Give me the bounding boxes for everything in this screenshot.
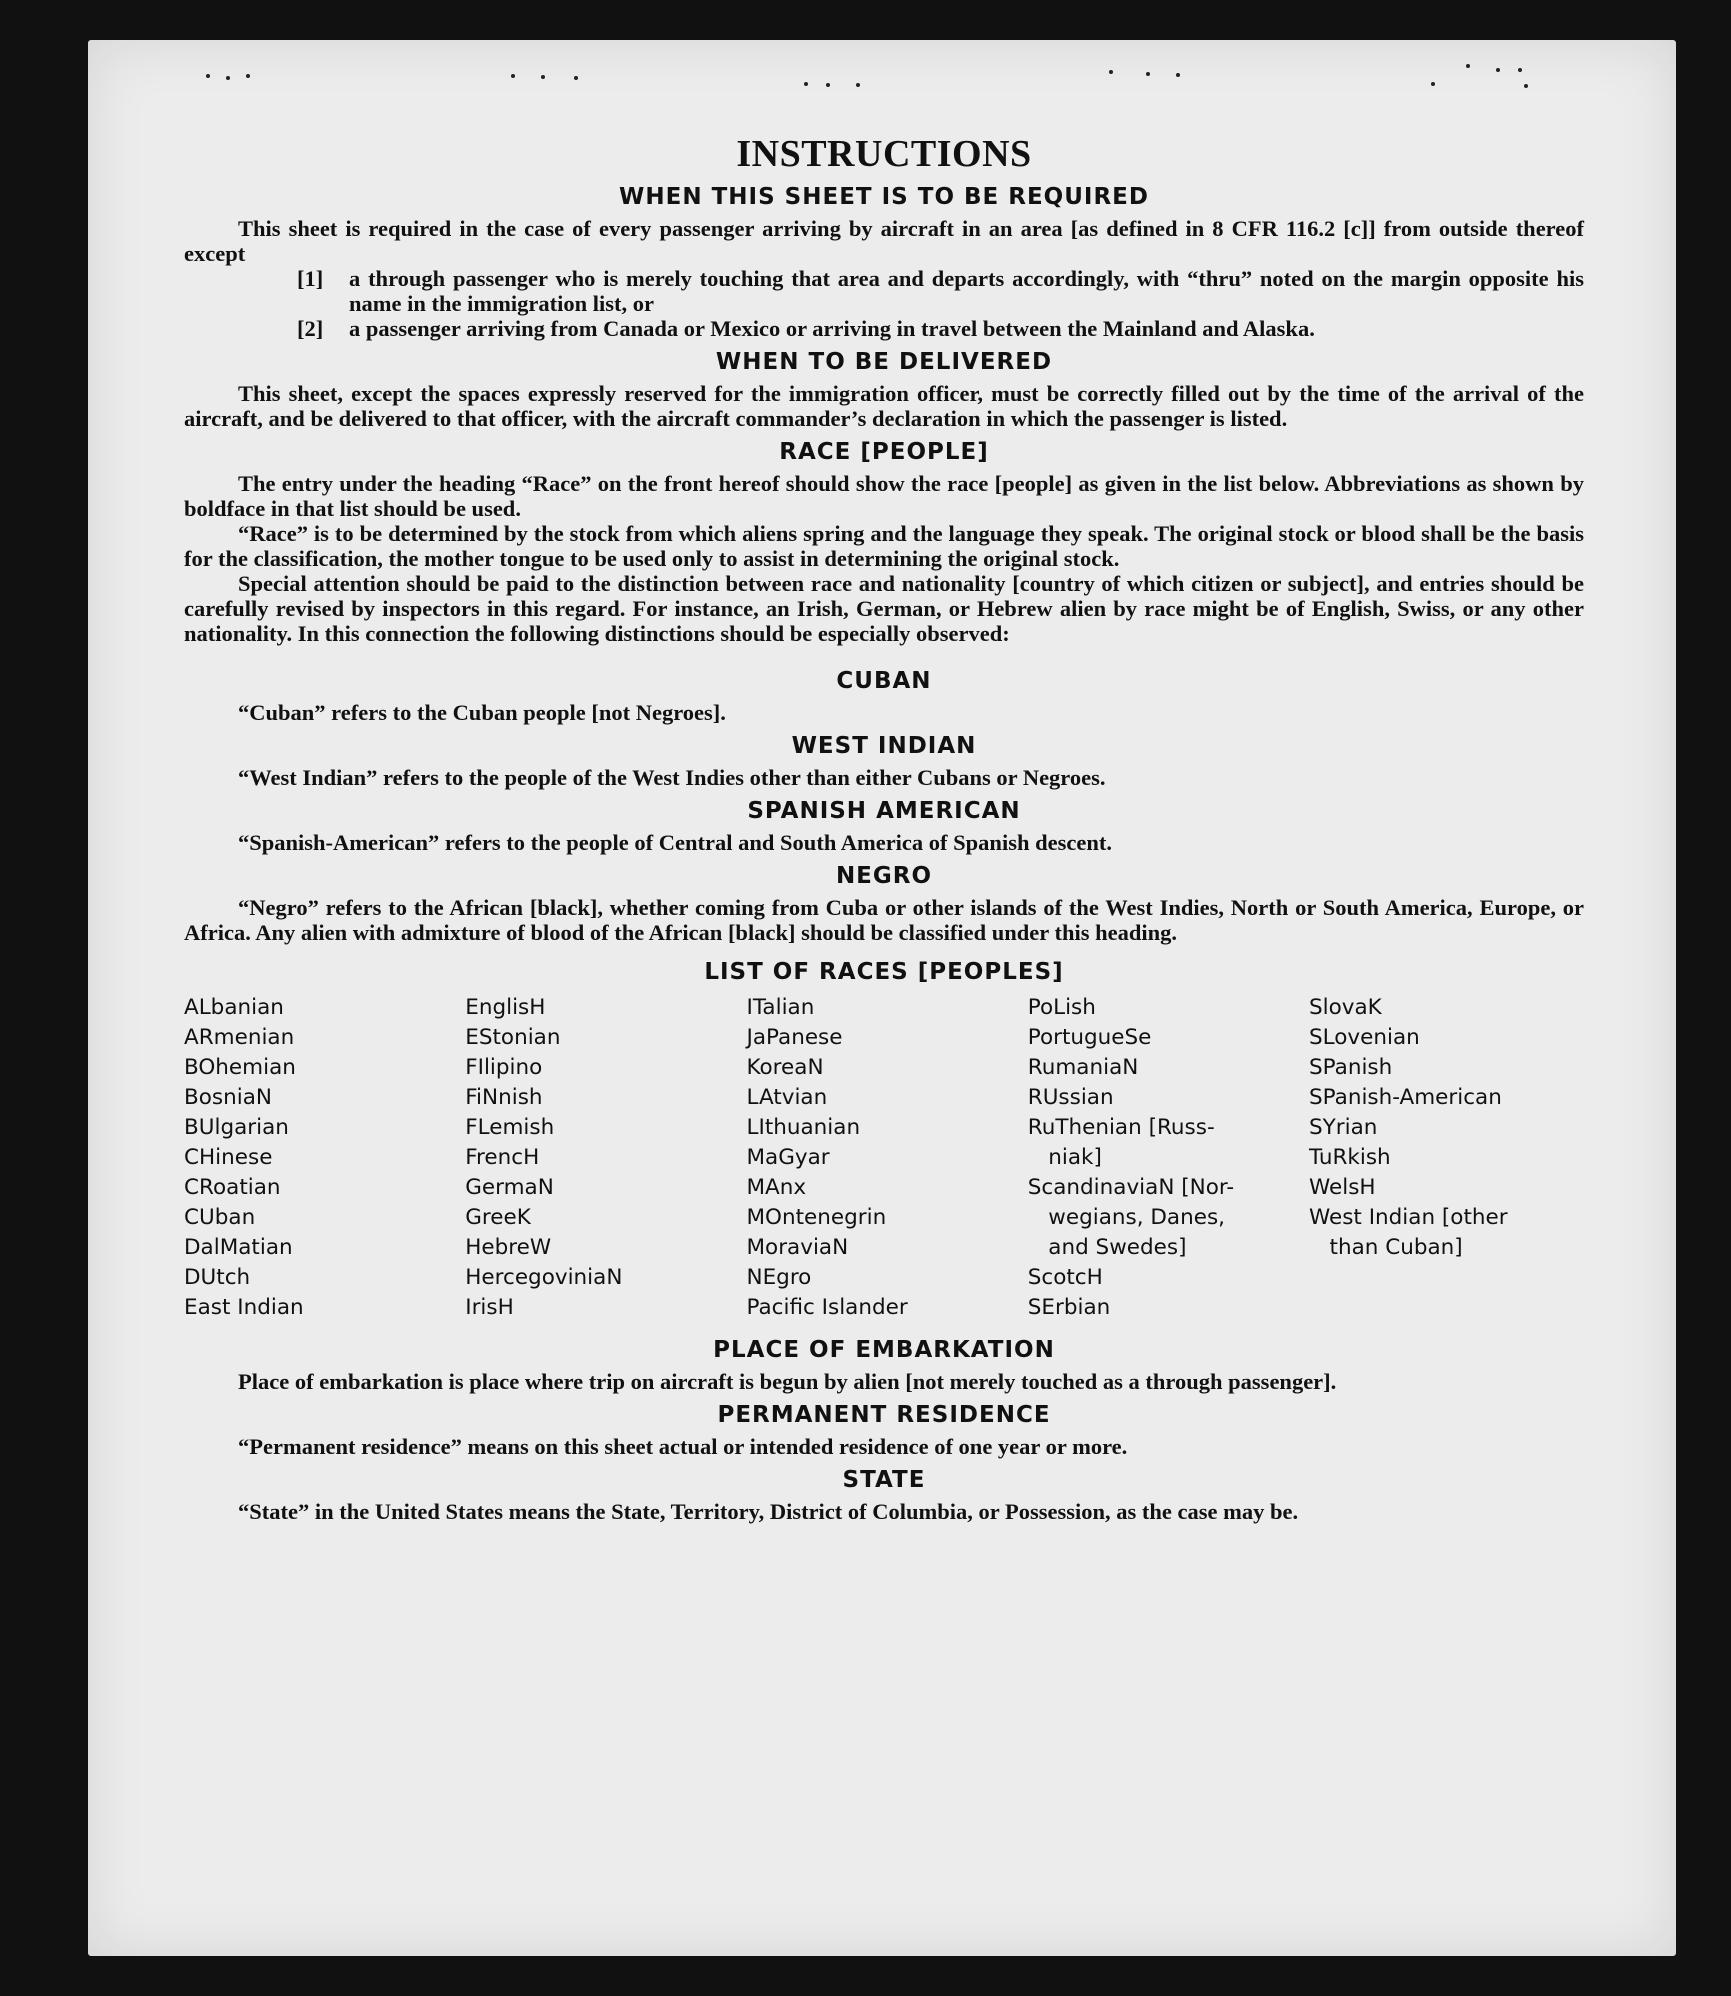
race-entry: EStonian [465, 1025, 561, 1050]
race-entry: DUtch [184, 1265, 251, 1290]
race-entry: SPanish [1309, 1055, 1393, 1080]
races-column [184, 993, 459, 1323]
list-item-text: a passenger arriving from Canada or Mexico or arriving in travel between the Mainland and Alaska. [349, 316, 1315, 341]
race-entry: West Indian [other [1309, 1205, 1508, 1230]
race-entry: IrisH [465, 1295, 514, 1320]
race-entry: SLovenian [1309, 1025, 1420, 1050]
list-item [297, 266, 1584, 316]
race-paragraph: “Race” is to be determined by the stock from which aliens spring and the language they speak. The original stock or blood shall be the basis for the classification, the mother tongue to be used only to assist in determining the original stock. [184, 521, 1584, 571]
race-entry: SPanish-American [1309, 1085, 1502, 1110]
race-paragraph: The entry under the heading “Race” on the front hereof should show the race [people] as given in the list below. Abbreviations as shown by boldface in that list should be used. [184, 471, 1584, 521]
race-entry: BOhemian [184, 1055, 296, 1080]
race-entry: SYrian [1309, 1115, 1378, 1140]
race-entry: FiNnish [465, 1085, 543, 1110]
document-page [88, 40, 1676, 1956]
race-entry: GreeK [465, 1205, 531, 1230]
race-entry: CRoatian [184, 1175, 281, 1200]
race-entry: NEgro [746, 1265, 812, 1290]
residence-text: “Permanent residence” means on this sheet actual or intended residence of one year or more. [238, 1434, 1128, 1459]
list-item [297, 316, 1584, 341]
race-entry: PoLish [1027, 995, 1096, 1020]
heading-list-of-races: LIST OF RACES [PEOPLES] [704, 959, 1064, 985]
race-entry: than Cuban] [1309, 1235, 1463, 1260]
race-entry: FIlipino [465, 1055, 543, 1080]
heading-embarkation: PLACE OF EMBARKATION [713, 1337, 1055, 1363]
race-entry: GermaN [465, 1175, 554, 1200]
when-delivered-text: This sheet, except the spaces expressly reserved for the immigration officer, must be correctly filled out by the time of the arrival of the aircraft, and be delivered to that officer, with the aircraft commander’s declaration in which the passenger is listed. [184, 381, 1584, 431]
heading-negro: NEGRO [835, 863, 933, 889]
heading-permanent-residence: PERMANENT RESIDENCE [717, 1402, 1051, 1428]
race-entry: BUlgarian [184, 1115, 289, 1140]
races-table [184, 993, 1584, 1323]
embarkation-text: Place of embarkation is place where trip on aircraft is begun by alien [not merely touched as a through passenger]. [238, 1369, 1337, 1394]
page-title: INSTRUCTIONS [736, 133, 1032, 175]
race-entry: SlovaK [1309, 995, 1382, 1020]
race-entry: LAtvian [746, 1085, 828, 1110]
race-entry: BosniaN [184, 1085, 272, 1110]
race-entry: MAnx [746, 1175, 807, 1200]
race-entry: TuRkish [1309, 1145, 1391, 1170]
race-entry: HebreW [465, 1235, 552, 1260]
negro-text: “Negro” refers to the African [black], whether coming from Cuba or other islands of the West Indies, North or South America, Europe, or Africa. Any alien with admixture of blood of the African [black] should be classified under this heading. [184, 895, 1584, 945]
race-entry: EnglisH [465, 995, 546, 1020]
race-entry: DalMatian [184, 1235, 293, 1260]
heading-spanish-american: SPANISH AMERICAN [747, 798, 1021, 824]
race-entry: RuThenian [Russ- [1027, 1115, 1215, 1140]
heading-race: RACE [PEOPLE] [779, 439, 989, 465]
exception-list [297, 266, 1584, 341]
race-entry: ScandinaviaN [Nor- [1027, 1175, 1235, 1200]
race-entry: and Swedes] [1027, 1235, 1187, 1260]
west-indian-text: “West Indian” refers to the people of the West Indies other than either Cubans or Negroes. [238, 765, 1106, 790]
list-item-number: [2] [297, 316, 324, 341]
race-paragraph: Special attention should be paid to the distinction between race and nationality [country of which citizen or subject], and entries should be carefully revised by inspectors in this regard. For instance, an Irish, German, or Hebrew alien by race might be of English, Swiss, or any other nationality. In this connection the following distinctions should be especially observed: [184, 571, 1584, 646]
heading-when-delivered: WHEN TO BE DELIVERED [715, 349, 1053, 375]
races-column [1309, 993, 1584, 1323]
spanish-american-text: “Spanish-American” refers to the people of Central and South America of Spanish descent. [238, 830, 1112, 855]
list-item-number: [1] [297, 266, 324, 291]
races-column [465, 993, 740, 1323]
instructions-content [184, 132, 1584, 1524]
race-entry: Pacific Islander [746, 1295, 908, 1320]
heading-cuban: CUBAN [836, 668, 932, 694]
heading-west-indian: WEST INDIAN [791, 733, 977, 759]
race-entry: MoraviaN [746, 1235, 849, 1260]
race-entry: MOntenegrin [746, 1205, 887, 1230]
race-entry: niak] [1027, 1145, 1102, 1170]
heading-when-required: WHEN THIS SHEET IS TO BE REQUIRED [619, 184, 1149, 210]
race-entry: RUssian [1027, 1085, 1114, 1110]
race-entry: LIthuanian [746, 1115, 861, 1140]
race-entry: FLemish [465, 1115, 555, 1140]
when-required-intro: This sheet is required in the case of every passenger arriving by aircraft in an area [as defined in 8 CFR 116.2 [c]] from outside thereof except [184, 216, 1584, 266]
state-text: “State” in the United States means the State, Territory, District of Columbia, or Possession, as the case may be. [238, 1499, 1299, 1524]
race-entry: ARmenian [184, 1025, 295, 1050]
race-entry: East Indian [184, 1295, 304, 1320]
race-entry: CUban [184, 1205, 256, 1230]
race-entry: KoreaN [746, 1055, 824, 1080]
race-entry: ScotcH [1027, 1265, 1103, 1290]
races-column [747, 993, 1022, 1323]
race-entry: ALbanian [184, 995, 284, 1020]
race-entry: wegians, Danes, [1027, 1205, 1225, 1230]
heading-state: STATE [842, 1467, 926, 1493]
race-entry: PortugueSe [1027, 1025, 1152, 1050]
cuban-text: “Cuban” refers to the Cuban people [not Negroes]. [238, 700, 726, 725]
race-entry: ITalian [746, 995, 815, 1020]
race-entry: HercegoviniaN [465, 1265, 623, 1290]
race-entry: JaPanese [746, 1025, 843, 1050]
race-entry: MaGyar [746, 1145, 830, 1170]
race-entry: FrencH [465, 1145, 540, 1170]
race-entry: CHinese [184, 1145, 273, 1170]
list-item-text: a through passenger who is merely touching that area and departs accordingly, with “thru” noted on the margin opposite his name in the immigration list, or [349, 266, 1584, 316]
races-column [1028, 993, 1303, 1323]
race-entry: WelsH [1309, 1175, 1376, 1200]
race-entry: SErbian [1027, 1295, 1111, 1320]
race-entry: RumaniaN [1027, 1055, 1139, 1080]
